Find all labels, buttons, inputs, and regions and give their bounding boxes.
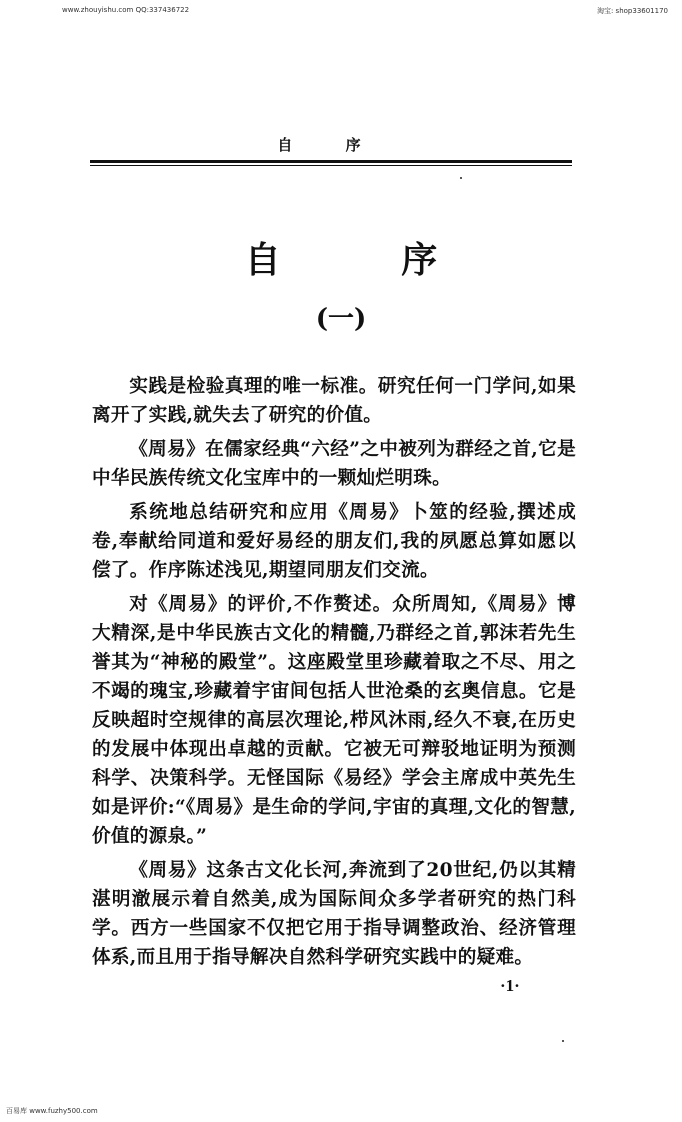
paragraph: 对《周易》的评价,不作赘述。众所周知,《周易》博大精深,是中华民族古文化的精髓,乃群经之首,郭沫若先生誉其为“神秘的殿堂”。这座殿堂里珍藏着取之不尽、用之不竭的瑰宝,珍藏着宇宙间包括人世沧桑的玄奥信息。它是反映超时空规律的高层次理论,栉风沐雨,经久不衰,在历史的发展中体现出卓越的贡献。它被无可辩驳地证明为预测科学、决策科学。无怪国际《易经》学会主席成中英先生如是评价:“《周易》是生命的学问,宇宙的真理,文化的智慧,价值的源泉。” (92, 594, 576, 847)
scan-speck (460, 177, 462, 179)
page-number: ·1· (500, 976, 520, 995)
page-title: 自 序 (244, 239, 492, 281)
paragraph: 实践是检验真理的唯一标准。研究任何一门学问,如果离开了实践,就失去了研究的价值。 (92, 376, 576, 426)
paragraph: 《周易》这条古文化长河,奔流到了20世纪,仍以其精湛明澈展示着自然美,成为国际间众多学者研究的热门科学。西方一些国家不仅把它用于指导调整政治、经济管理体系,而且用于指导解决自然科学研究实践中的疑难。 (92, 860, 576, 968)
watermark-top-right: 淘宝: shop33601170 (596, 7, 668, 15)
section-number: (一) (315, 304, 367, 334)
body-text (92, 372, 576, 972)
header-rule-thick (90, 160, 572, 163)
paragraph: 《周易》在儒家经典“六经”之中被列为群经之首,它是中华民族传统文化宝库中的一颗灿烂明珠。 (92, 439, 576, 489)
header-rule-thin (90, 165, 572, 166)
watermark-top-left: www.zhouyishu.com QQ:337436722 (62, 6, 190, 14)
paragraph: 系统地总结研究和应用《周易》卜筮的经验,撰述成卷,奉献给同道和爱好易经的朋友们,我的夙愿总算如愿以偿了。作序陈述浅见,期望同朋友们交流。 (92, 502, 576, 581)
running-head: 自 序 (277, 136, 385, 154)
watermark-bottom: 百易库 www.fuzhy500.com (6, 1107, 98, 1115)
scan-speck (562, 1040, 564, 1042)
